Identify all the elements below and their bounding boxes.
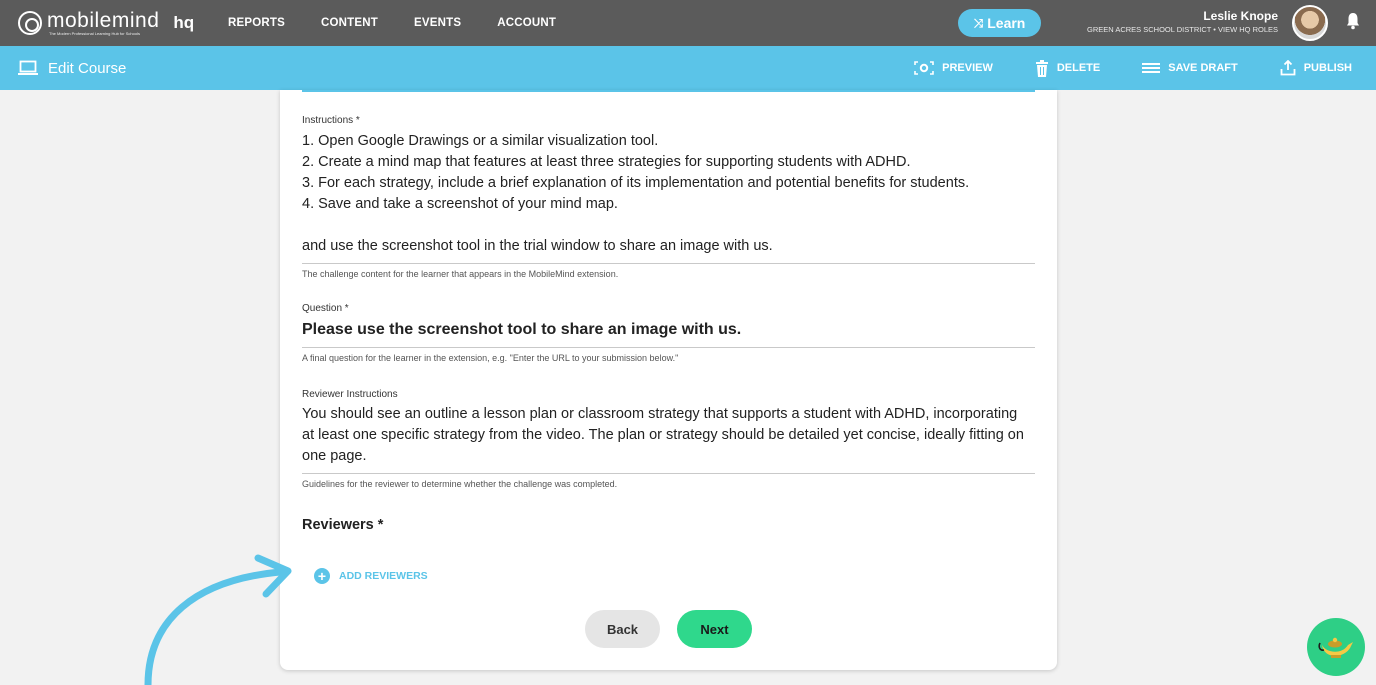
reviewer-line: at least one specific strategy from the video. The plan or strategy should be detailed yet concise, ideally fitting on — [302, 427, 1024, 443]
save-draft-button[interactable]: SAVE DRAFT — [1142, 62, 1237, 74]
learn-button[interactable] — [958, 9, 1041, 37]
mobilemind-logo[interactable] — [18, 8, 228, 36]
reviewer-line: You should see an outline a lesson plan or classroom strategy that supports a student with ADHD, incorporating — [302, 406, 1018, 422]
logo-mark-icon — [18, 11, 42, 35]
plus-circle-icon: + — [314, 568, 330, 584]
instructions-help: The challenge content for the learner that appears in the MobileMind extension. — [302, 269, 619, 279]
user-name: Leslie Knope — [1203, 9, 1278, 23]
reviewer-instructions-label: Reviewer Instructions — [302, 389, 398, 400]
logo-hq: hq — [173, 13, 195, 32]
edit-course-title — [18, 60, 126, 77]
reviewers-heading: Reviewers * — [302, 517, 384, 533]
logo-tagline: The Modern Professional Learning Hub for Schools — [49, 30, 140, 36]
reviewer-help: Guidelines for the reviewer to determine whether the challenge was completed. — [302, 479, 618, 489]
annotation-arrow-icon — [120, 550, 310, 685]
top-nav-bar — [0, 0, 1376, 46]
instructions-label: Instructions * — [302, 115, 360, 126]
trash-icon — [1035, 60, 1049, 77]
nav-account[interactable]: ACCOUNT — [497, 17, 557, 29]
next-button[interactable]: Next — [677, 610, 752, 648]
add-reviewers-label: ADD REVIEWERS — [339, 570, 428, 582]
reviewer-line: one page. — [302, 448, 367, 464]
instructions-line: 4. Save and take a screenshot of your mind map. — [302, 196, 618, 212]
question-input[interactable]: Please use the screenshot tool to share an image with us. — [302, 321, 742, 338]
genie-help-button[interactable] — [1307, 618, 1365, 676]
toolbar-actions — [872, 46, 1352, 90]
main-nav — [228, 17, 592, 29]
nav-content[interactable]: CONTENT — [321, 17, 378, 29]
logo-wordmark: mobilemind — [47, 8, 160, 32]
upload-icon — [1280, 60, 1296, 76]
instructions-line: 2. Create a mind map that features at least three strategies for supporting students with ADHD. — [302, 154, 911, 170]
nav-reports[interactable]: REPORTS — [228, 17, 285, 29]
learn-label: Learn — [987, 15, 1026, 31]
shuffle-icon: ⤨ — [973, 15, 984, 30]
instructions-line-blank — [302, 215, 1035, 236]
reviewer-instructions-textarea[interactable] — [302, 404, 1035, 467]
course-form-card — [280, 90, 1057, 670]
question-underline — [302, 347, 1035, 348]
instructions-line: 3. For each strategy, include a brief explanation of its implementation and potential benefits for students. — [302, 175, 970, 191]
question-label: Question * — [302, 303, 349, 314]
instructions-line: and use the screenshot tool in the trial window to share an image with us. — [302, 238, 773, 254]
question-field[interactable] — [302, 303, 1035, 363]
nav-events[interactable]: EVENTS — [413, 17, 462, 29]
laptop-icon — [18, 60, 38, 76]
reviewer-underline — [302, 473, 1035, 474]
bell-icon[interactable] — [1346, 12, 1360, 30]
edit-course-label: Edit Course — [48, 59, 127, 77]
user-org[interactable]: GREEN ACRES SCHOOL DISTRICT • VIEW HQ ROLES — [1087, 25, 1278, 34]
genie-lamp-icon — [1318, 633, 1354, 661]
back-button[interactable]: Back — [585, 610, 660, 648]
instructions-underline — [302, 263, 1035, 264]
card-top-divider — [302, 90, 1035, 92]
question-help: A final question for the learner in the extension, e.g. "Enter the URL to your submission below." — [302, 353, 679, 363]
publish-button[interactable]: PUBLISH — [1280, 60, 1352, 76]
preview-icon — [914, 61, 934, 75]
avatar[interactable] — [1292, 5, 1328, 41]
instructions-line: 1. Open Google Drawings or a similar visualization tool. — [302, 133, 659, 149]
edit-toolbar — [0, 46, 1376, 90]
user-info[interactable] — [1087, 9, 1278, 34]
instructions-field[interactable] — [302, 115, 1035, 279]
preview-button[interactable]: PREVIEW — [914, 61, 993, 75]
add-reviewers-button[interactable] — [314, 568, 428, 584]
lines-icon — [1142, 62, 1160, 74]
instructions-textarea[interactable] — [302, 131, 1035, 257]
delete-button[interactable]: DELETE — [1035, 60, 1100, 77]
reviewer-instructions-field[interactable] — [302, 389, 1035, 489]
